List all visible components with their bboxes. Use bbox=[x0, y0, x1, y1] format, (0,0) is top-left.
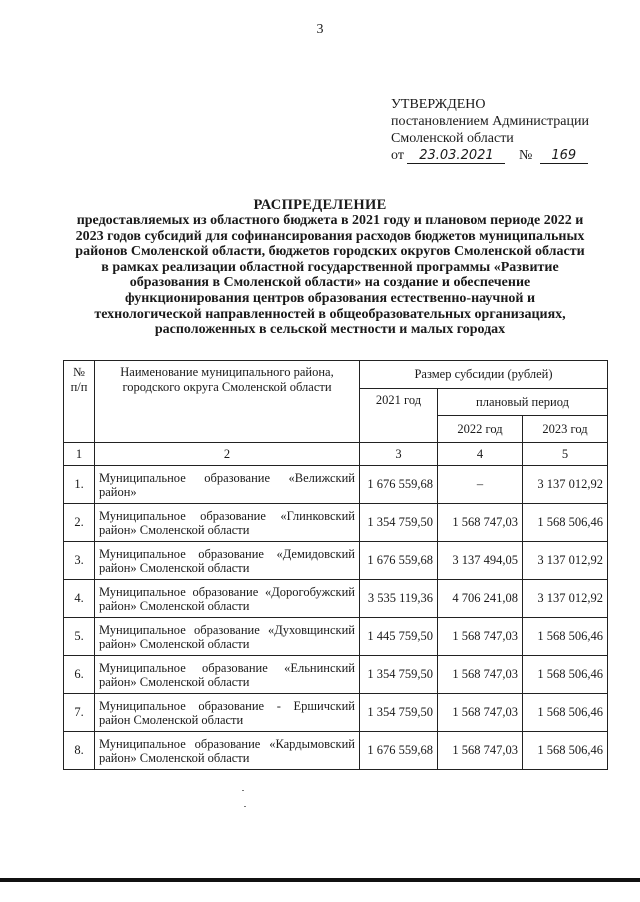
row-2023: 3 137 012,92 bbox=[523, 542, 608, 580]
table-row bbox=[64, 732, 608, 770]
subsidy-table bbox=[63, 360, 608, 770]
row-num: 4. bbox=[64, 580, 95, 618]
scan-speck bbox=[244, 806, 246, 807]
row-num: 6. bbox=[64, 656, 95, 694]
row-num: 5. bbox=[64, 618, 95, 656]
row-2022: 1 568 747,03 bbox=[438, 732, 523, 770]
row-2021: 1 354 759,50 bbox=[360, 656, 438, 694]
column-number: 4 bbox=[438, 443, 523, 466]
table-row bbox=[64, 542, 608, 580]
row-2022: 3 137 494,05 bbox=[438, 542, 523, 580]
row-2023: 1 568 506,46 bbox=[523, 504, 608, 542]
header-2021: 2021 год bbox=[360, 389, 438, 443]
document-title: РАСПРЕДЕЛЕНИЕ bbox=[253, 197, 387, 213]
column-number: 2 bbox=[95, 443, 360, 466]
row-num: 7. bbox=[64, 694, 95, 732]
row-name: Муниципальное образование «Демидовский район» Смоленской области bbox=[95, 542, 360, 580]
approval-line-1: постановлением Администрации bbox=[391, 114, 589, 129]
row-2021: 1 354 759,50 bbox=[360, 694, 438, 732]
header-2022: 2022 год bbox=[438, 416, 523, 443]
approval-number-label: № bbox=[518, 148, 533, 163]
row-num: 8. bbox=[64, 732, 95, 770]
table-row bbox=[64, 618, 608, 656]
row-name: Муниципальное образование «Дорогобужский район» Смоленской области bbox=[95, 580, 360, 618]
approval-date-line bbox=[391, 147, 589, 164]
row-num: 3. bbox=[64, 542, 95, 580]
row-2022: 1 568 747,03 bbox=[438, 694, 523, 732]
row-name: Муниципальное образование - Ершичский район Смоленской области bbox=[95, 694, 360, 732]
header-amount: Размер субсидии (рублей) bbox=[360, 361, 608, 389]
approval-from-label: от bbox=[391, 148, 404, 163]
row-2021: 1 354 759,50 bbox=[360, 504, 438, 542]
row-name: Муниципальное образование «Глинковский район» Смоленской области bbox=[95, 504, 360, 542]
table-row bbox=[64, 694, 608, 732]
row-2023: 1 568 506,46 bbox=[523, 656, 608, 694]
table-row bbox=[64, 580, 608, 618]
document-subtitle: предоставляемых из областного бюджета в 2021 году и плановом периоде 2022 и 2023 годов субсидий для софинансирования расходов бюджетов муниципальных районов Смоленской области, бюджетов городских округов Смоленской области в рамках реализации областной государственной программы «Развитие образования в Смоленской области» на создание и обеспечение функционирования центров образования естественно-научной и технологической направленностей в общеобразовательных организациях, расположенных в сельской местности и малых городах bbox=[75, 213, 585, 338]
page-number: 3 bbox=[316, 22, 324, 37]
column-number: 1 bbox=[64, 443, 95, 466]
row-2022: – bbox=[438, 466, 523, 504]
scan-edge-bar bbox=[0, 878, 640, 882]
table-row bbox=[64, 466, 608, 504]
row-2022: 4 706 241,08 bbox=[438, 580, 523, 618]
table-row bbox=[64, 656, 608, 694]
approval-line-2: Смоленской области bbox=[391, 131, 514, 146]
column-number-row bbox=[64, 443, 608, 466]
row-2021: 1 676 559,68 bbox=[360, 542, 438, 580]
header-num: № п/п bbox=[64, 361, 95, 443]
row-2023: 1 568 506,46 bbox=[523, 618, 608, 656]
row-2021: 1 676 559,68 bbox=[360, 466, 438, 504]
header-row-1 bbox=[64, 361, 608, 389]
header-planned: плановый период bbox=[438, 389, 608, 416]
row-name: Муниципальное образование «Ельнинский район» Смоленской области bbox=[95, 656, 360, 694]
row-2023: 3 137 012,92 bbox=[523, 466, 608, 504]
row-2022: 1 568 747,03 bbox=[438, 618, 523, 656]
row-2023: 1 568 506,46 bbox=[523, 732, 608, 770]
row-2021: 1 445 759,50 bbox=[360, 618, 438, 656]
column-number: 3 bbox=[360, 443, 438, 466]
row-name: Муниципальное образование «Велижский район» bbox=[95, 466, 360, 504]
approval-heading: УТВЕРЖДЕНО bbox=[391, 97, 486, 112]
row-2022: 1 568 747,03 bbox=[438, 656, 523, 694]
row-name: Муниципальное образование «Кардымовский район» Смоленской области bbox=[95, 732, 360, 770]
row-name: Муниципальное образование «Духовщинский район» Смоленской области bbox=[95, 618, 360, 656]
scan-speck bbox=[242, 790, 244, 791]
table-row bbox=[64, 504, 608, 542]
header-name: Наименование муниципального района, городского округа Смоленской области bbox=[95, 361, 360, 443]
approval-block bbox=[391, 96, 589, 164]
row-num: 1. bbox=[64, 466, 95, 504]
row-2021: 3 535 119,36 bbox=[360, 580, 438, 618]
column-number: 5 bbox=[523, 443, 608, 466]
row-2021: 1 676 559,68 bbox=[360, 732, 438, 770]
header-2023: 2023 год bbox=[523, 416, 608, 443]
approval-number: 169 bbox=[540, 149, 588, 164]
row-2022: 1 568 747,03 bbox=[438, 504, 523, 542]
row-2023: 1 568 506,46 bbox=[523, 694, 608, 732]
approval-date: 23.03.2021 bbox=[407, 149, 505, 164]
row-num: 2. bbox=[64, 504, 95, 542]
row-2023: 3 137 012,92 bbox=[523, 580, 608, 618]
